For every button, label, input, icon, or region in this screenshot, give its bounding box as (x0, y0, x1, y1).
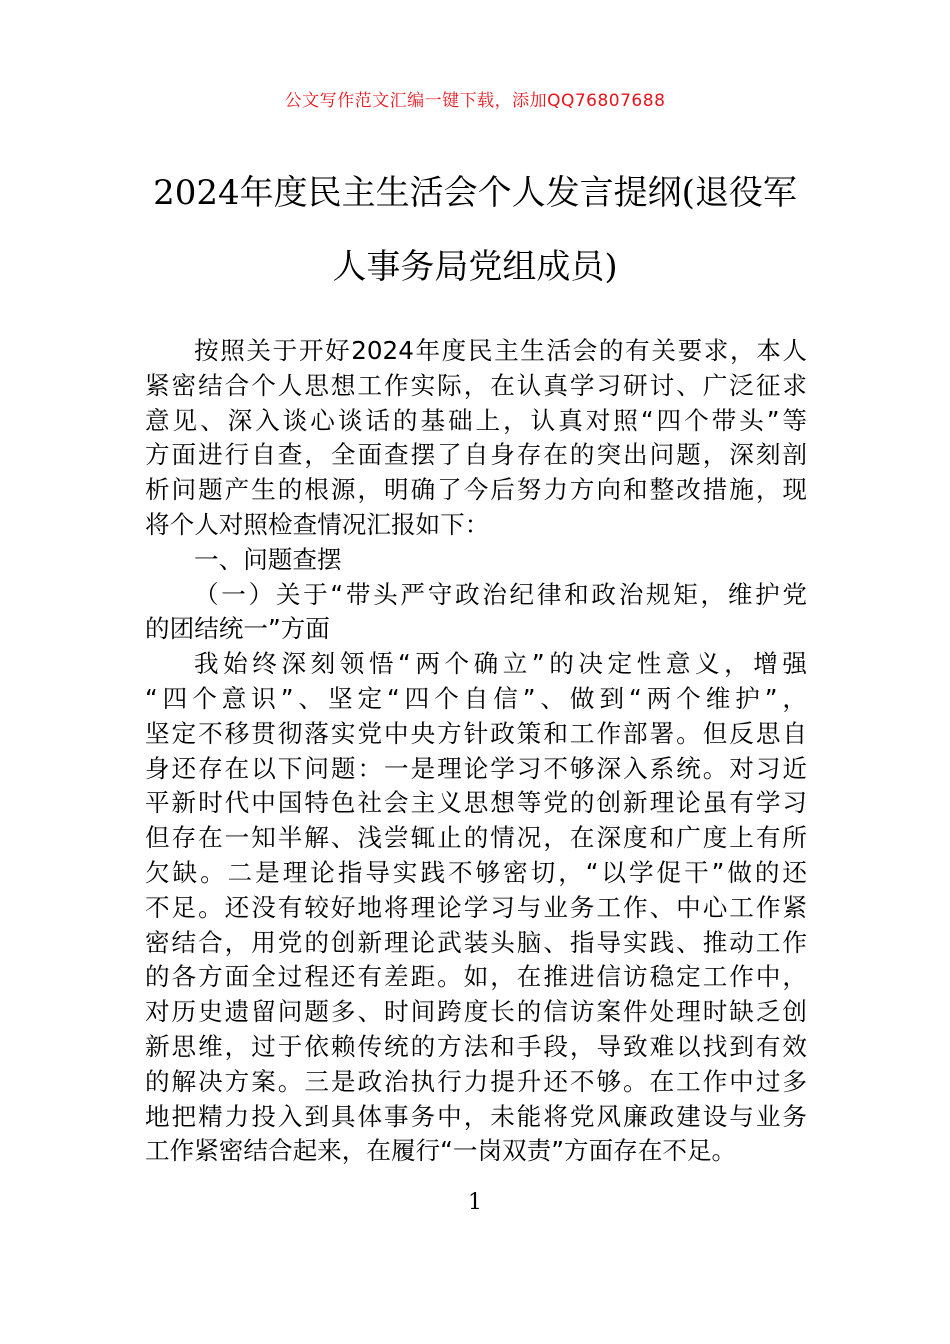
body-line: 新思维，过于依赖传统的方法和手段，导致难以找到有效 (145, 1031, 807, 1061)
body-line: 地把精力投入到具体事务中，未能将党风廉政建设与业务 (145, 1101, 807, 1131)
body-line: “四个意识”、坚定“四个自信”、做到“两个维护”， (145, 683, 807, 713)
subsection-heading-cont: 的团结统一”方面 (145, 614, 330, 644)
body-line: 的各方面全过程还有差距。如，在推进信访稳定工作中， (145, 962, 807, 992)
document-title-line-2: 人事务局党组成员) (332, 247, 618, 287)
body-line: 的解决方案。三是政治执行力提升还不够。在工作中过多 (145, 1066, 807, 1096)
body-line: 对历史遗留问题多、时间跨度长的信访案件处理时缺乏创 (145, 997, 807, 1027)
body-line: 但存在一知半解、浅尝辄止的情况，在深度和广度上有所 (145, 823, 807, 853)
body-line: 坚定不移贯彻落实党中央方针政策和工作部署。但反思自 (145, 718, 807, 748)
body-line: 身还存在以下问题：一是理论学习不够深入系统。对习近 (145, 753, 807, 783)
body-line: 平新时代中国特色社会主义思想等党的创新理论虽有学习 (145, 788, 807, 818)
body-line: 工作紧密结合起来，在履行“一岗双责”方面存在不足。 (145, 1136, 737, 1166)
body-line: 不足。还没有较好地将理论学习与业务工作、中心工作紧 (145, 892, 807, 922)
body-line: 意见、深入谈心谈话的基础上，认真对照“四个带头”等 (145, 405, 807, 435)
body-line: 析问题产生的根源，明确了今后努力方向和整改措施，现 (145, 475, 807, 505)
body-line: 将个人对照检查情况汇报如下： (145, 509, 490, 539)
body-line: 欠缺。二是理论指导实践不够密切，“以学促干”做的还 (145, 857, 807, 887)
document-title-line-1: 2024年度民主生活会个人发言提纲(退役军 (153, 173, 797, 213)
download-notice: 公文写作范文汇编一键下载，添加QQ76807688 (284, 91, 666, 111)
body-line: 我始终深刻领悟“两个确立”的决定性意义，增强 (194, 649, 807, 679)
page-number: 1 (468, 1190, 482, 1215)
section-heading: 一、问题查摆 (194, 544, 342, 574)
subsection-heading: （一）关于“带头严守政治纪律和政治规矩，维护党 (194, 579, 807, 609)
document-body (145, 334, 807, 1169)
body-line: 按照关于开好2024年度民主生活会的有关要求，本人 (194, 336, 807, 365)
body-line: 密结合，用党的创新理论武装头脑、指导实践、推动工作 (145, 927, 807, 957)
body-line: 方面进行自查，全面查摆了自身存在的突出问题，深刻剖 (145, 440, 807, 470)
body-line: 紧密结合个人思想工作实际，在认真学习研讨、广泛征求 (145, 370, 807, 400)
